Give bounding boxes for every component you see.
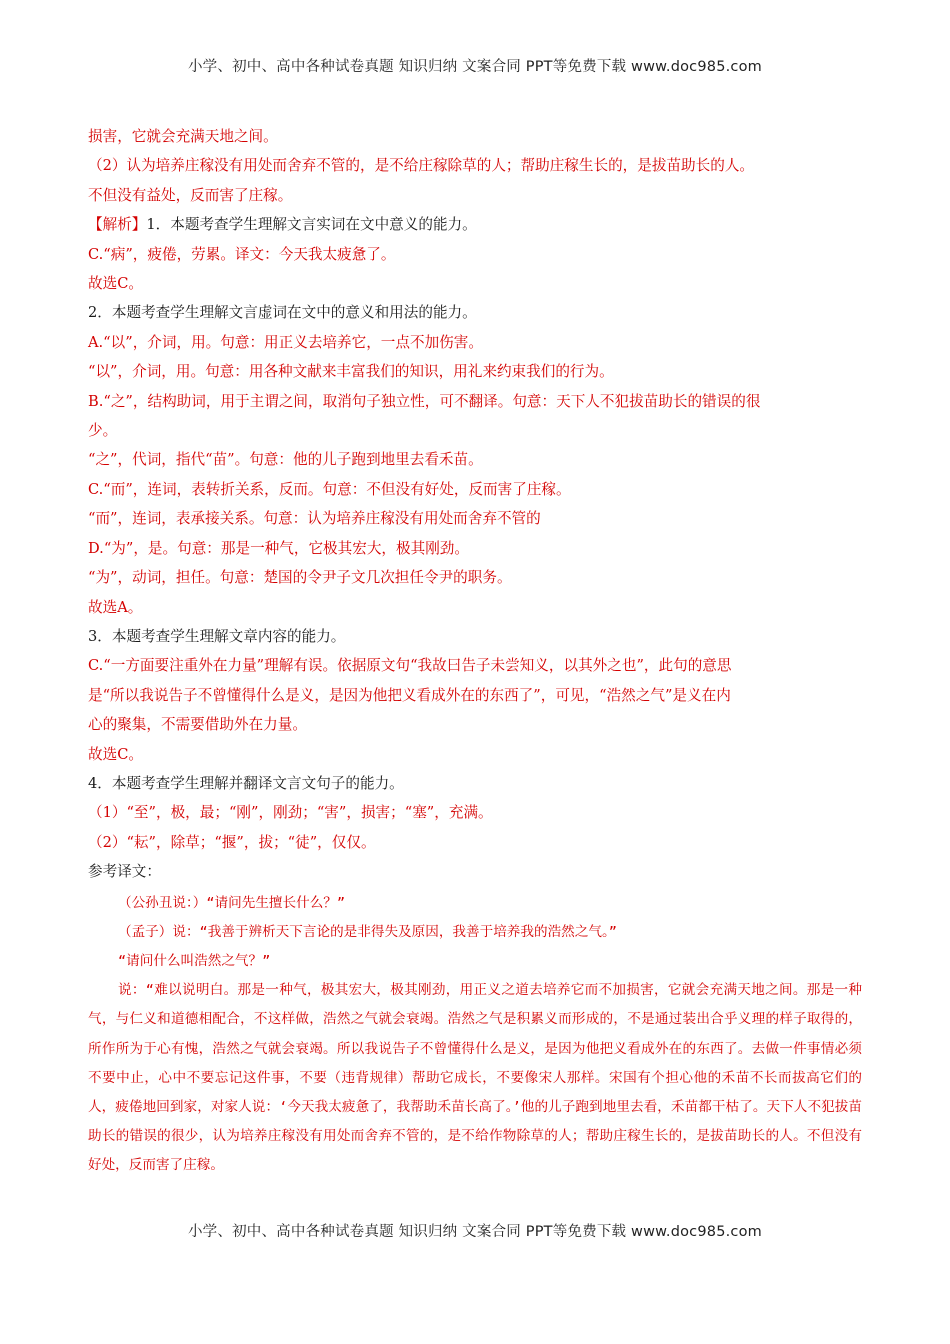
translation-line: “请问什么叫浩然之气？” — [118, 952, 271, 969]
page-header: 小学、初中、高中各种试卷真题 知识归纳 文案合同 PPT等免费下载 www.doc985.com — [187, 59, 763, 75]
answer-choice: 故选C。 — [88, 745, 143, 763]
text-line: B.“之”，结构助词，用于主谓之间，取消句子独立性，可不翻译。句意：天下人不犯拔苗助长的错误的很 — [88, 392, 761, 410]
text-line: “之”，代词，指代“苗”。句意：他的儿子跑到地里去看禾苗。 — [88, 451, 483, 469]
reference-translation — [88, 889, 862, 1181]
text-line: C.“而”，连词，表转折关系，反而。句意：不但没有好处，反而害了庄稼。 — [88, 480, 571, 498]
analysis-q3-title: 3．本题考查学生理解文章内容的能力。 — [88, 627, 346, 645]
page-footer: 小学、初中、高中各种试卷真题 知识归纳 文案合同 PPT等免费下载 www.doc985.com — [187, 1224, 763, 1240]
text-line: “以”，介词，用。句意：用各种文献来丰富我们的知识，用礼来约束我们的行为。 — [88, 363, 614, 381]
translation-paragraph: 说：“难以说明白。那是一种气，极其宏大，极其刚劲，用正义之道去培养它而不加损害，它就会充满天地之间。那是一种气，与仁义和道德相配合，不这样做，浩然之气就会衰竭。浩然之气是积累义而形成的，不是通过装出合乎义理的样子取得的，所作所为于心有愧，浩然之气就会衰竭。所以我说告子不曾懂得什么是义，是因为他把义看成外在的东西了。去做一件事情必须不要中止，心中不要忘记这件事，不要（违背规律）帮助它成长，不要像宋人那样。宋国有个担心他的禾苗不长而拔高它们的人，疲倦地回到家，对家人说：‘今天我太疲惫了，我帮助禾苗长高了。’他的儿子跑到地里去看，禾苗都干枯了。天下人不犯拔苗助长的错误的很少，认为培养庄稼没有用处而舍弃不管的，是不给作物除草的人；帮助庄稼生长的，是拔苗助长的人。不但没有好处，反而害了庄稼。 — [88, 982, 862, 1174]
text-line: 是“所以我说告子不曾懂得什么是义，是因为他把义看成外在的东西了”，可见，“浩然之气”是义在内 — [88, 686, 731, 704]
translation-line: （孟子）说：“我善于辨析天下言论的是非得失及原因，我善于培养我的浩然之气。” — [118, 923, 617, 940]
text-line: （1）“至”，极，最；“刚”，刚劲；“害”，损害；“塞”，充满。 — [88, 804, 493, 822]
answer-choice: 故选C。 — [88, 275, 143, 293]
text-line: “为”，动词，担任。句意：楚国的令尹子文几次担任令尹的职务。 — [88, 569, 512, 587]
text-line: C.“一方面要注重外在力量”理解有误。依据原文句“我故曰告子未尝知义，以其外之也”，此句的意思 — [88, 657, 732, 675]
text-line: （2）“耘”，除草；“揠”，拔；“徒”，仅仅。 — [88, 833, 376, 851]
answer-item-2: （2）认为培养庄稼没有用处而舍弃不管的，是不给庄稼除草的人；帮助庄稼生长的，是拔苗助长的人。 — [88, 157, 755, 175]
text-line: 少。 — [88, 422, 118, 440]
text-line: “而”，连词，表承接关系。句意：认为培养庄稼没有用处而舍弃不管的 — [88, 510, 541, 528]
reference-translation-label: 参考译文： — [88, 863, 161, 881]
translation-line: （公孙丑说：）“请问先生擅长什么？” — [118, 894, 346, 911]
text-line: 损害，它就会充满天地之间。 — [88, 128, 278, 145]
text-line: A.“以”，介词，用。句意：用正义去培养它，一点不加伤害。 — [88, 333, 483, 351]
analysis-q1-title: 1．本题考查学生理解文言实词在文中意义的能力。 — [146, 216, 477, 234]
text-line: C.“病”，疲倦，劳累。译文：今天我太疲惫了。 — [88, 245, 396, 263]
analysis-tag: 【解析】 — [88, 216, 147, 234]
analysis-q2-title: 2．本题考查学生理解文言虚词在文中的意义和用法的能力。 — [88, 304, 477, 322]
text-line: 不但没有益处，反而害了庄稼。 — [88, 186, 293, 204]
answer-choice: 故选A。 — [88, 598, 143, 616]
analysis-heading — [88, 210, 862, 239]
text-line: 心的聚集，不需要借助外在力量。 — [88, 716, 307, 734]
analysis-q4-title: 4．本题考查学生理解并翻译文言文句子的能力。 — [88, 774, 404, 792]
document-body — [88, 122, 862, 1181]
text-line: D.“为”，是。句意：那是一种气，它极其宏大，极其刚劲。 — [88, 539, 469, 557]
